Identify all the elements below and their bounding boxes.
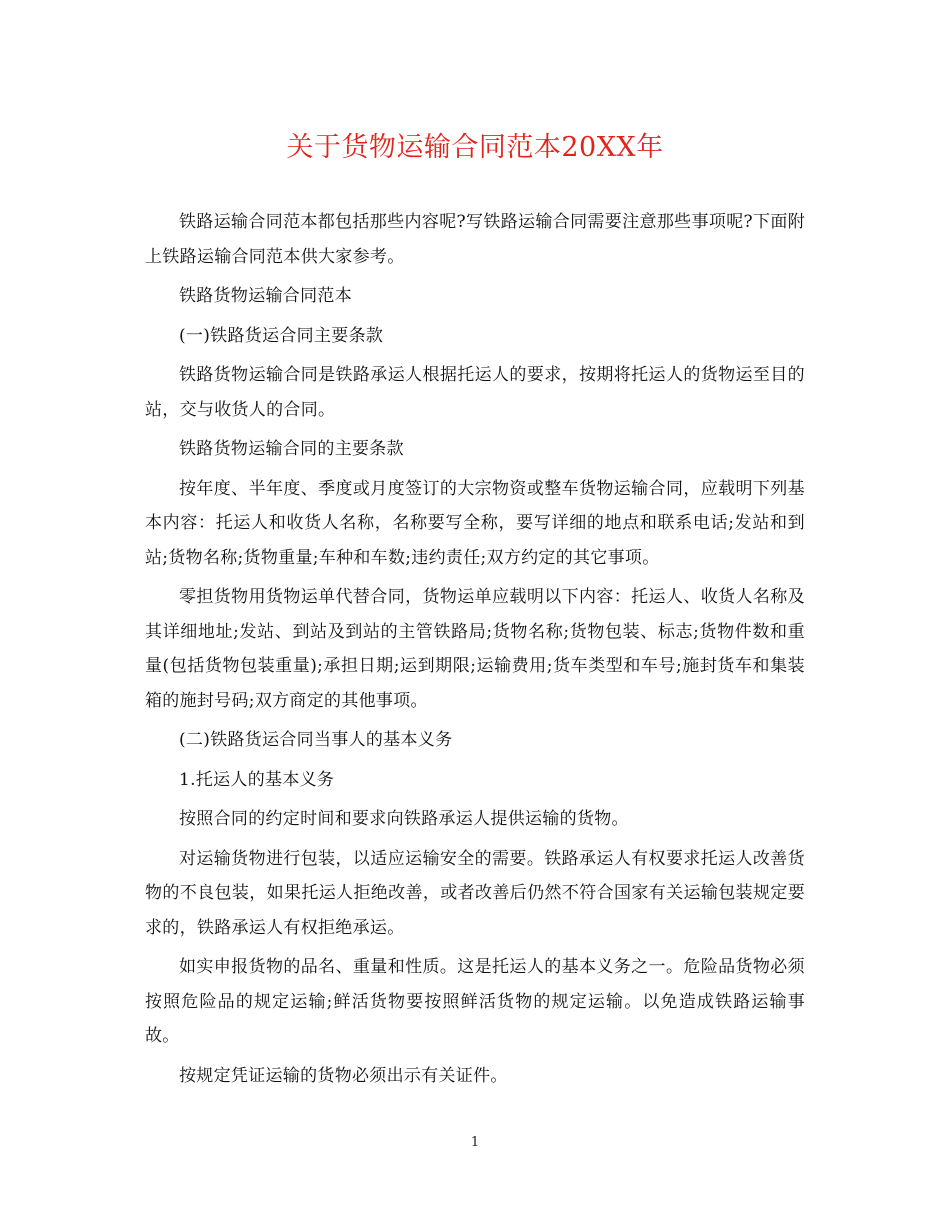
document-title: 关于货物运输合同范本20XX年 [286, 132, 664, 163]
paragraph: 按照合同的约定时间和要求向铁路承运人提供运输的货物。 [179, 809, 629, 829]
paragraph: 铁路货物运输合同的主要条款 [179, 439, 404, 459]
paragraph: 如实申报货物的品名、重量和性质。这是托运人的基本义务之一。危险品货物必须按照危险品的规定运输;鲜活货物要按照鲜活货物的规定运输。以免造成铁路运输事故。 [145, 957, 805, 1046]
paragraph: 对运输货物进行包装，以适应运输安全的需要。铁路承运人有权要求托运人改善货物的不良包装，如果托运人拒绝改善，或者改善后仍然不符合国家有关运输包装规定要求的，铁路承运人有权拒绝承运。 [145, 848, 805, 938]
paragraph: 铁路货物运输合同范本 [179, 286, 352, 306]
paragraph: 按年度、半年度、季度或月度签订的大宗物资或整车货物运输合同，应载明下列基本内容：托运人和收货人名称，名称要写全称，要写详细的地点和联系电话;发站和到站;货物名称;货物重量;车种和车数;违约责任;双方约定的其它事项。 [145, 478, 805, 568]
subsection-heading: 1.托运人的基本义务 [179, 769, 335, 790]
paragraph: 铁路运输合同范本都包括那些内容呢?写铁路运输合同需要注意那些事项呢?下面附上铁路运输合同范本供大家参考。 [145, 212, 805, 267]
paragraph: 零担货物用货物运单代替合同，货物运单应载明以下内容：托运人、收货人名称及其详细地址;发站、到站及到站的主管铁路局;货物名称;货物包装、标志;货物件数和重量(包括货物包装重量);承担日期;运到期限;运输费用;货车类型和车号;施封货车和集装箱的施封号码;双方商定的其他事项。 [145, 587, 805, 711]
document-body [145, 205, 805, 1098]
paragraph: 铁路货物运输合同是铁路承运人根据托运人的要求，按期将托运人的货物运至目的站，交与收货人的合同。 [145, 365, 805, 420]
section-heading: (一)铁路货运合同主要条款 [179, 325, 384, 346]
section-heading: (二)铁路货运合同当事人的基本义务 [179, 730, 453, 750]
page-number: 1 [470, 1135, 480, 1150]
paragraph: 按规定凭证运输的货物必须出示有关证件。 [179, 1065, 508, 1086]
